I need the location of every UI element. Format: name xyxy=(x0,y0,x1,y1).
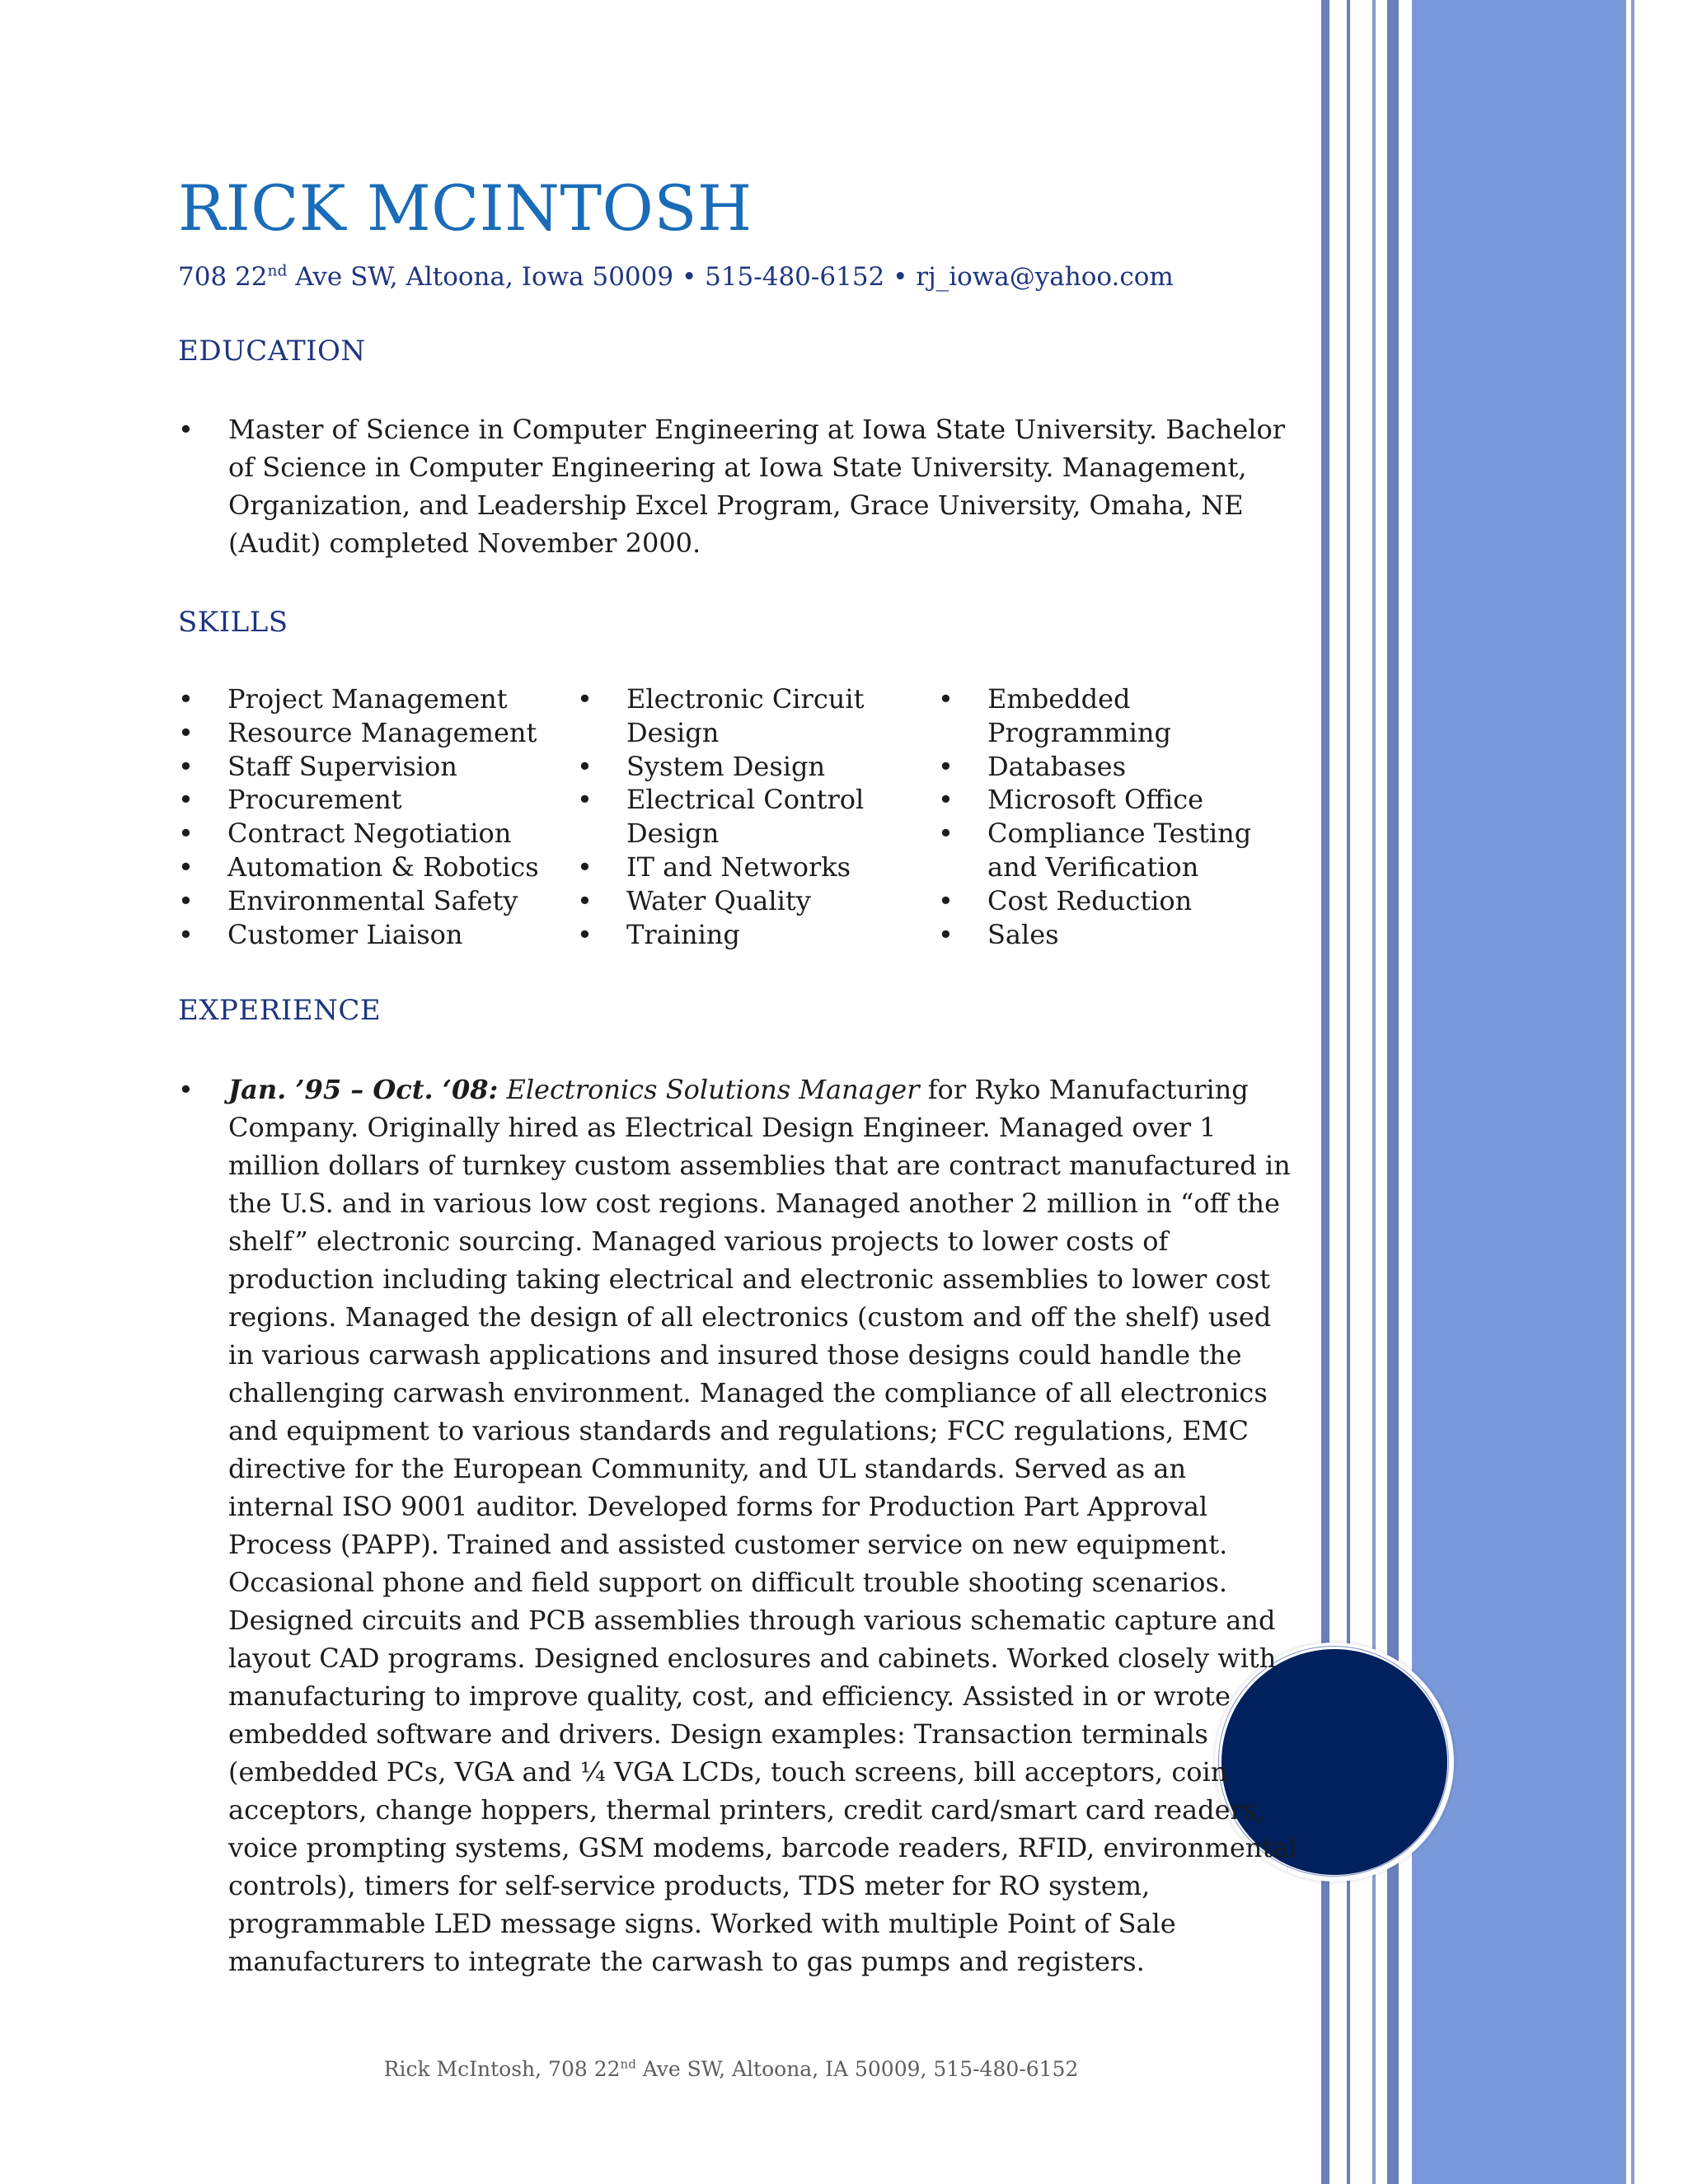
experience-heading: EXPERIENCE xyxy=(178,994,382,1027)
bullet: • xyxy=(938,683,954,715)
skill-item xyxy=(178,750,541,784)
skill-label: Cost Reduction xyxy=(987,884,1193,916)
experience-dates: Jan. ’95 – Oct. ‘08: xyxy=(228,1074,499,1105)
skill-item xyxy=(577,918,907,952)
skill-label: Training xyxy=(626,918,740,950)
street-number: 708 22 xyxy=(178,262,268,292)
skills-column-1 xyxy=(178,682,541,951)
skill-label: Automation & Robotics xyxy=(227,851,539,883)
bullet: • xyxy=(577,784,593,816)
skill-label: IT and Networks xyxy=(626,851,851,883)
bullet: • xyxy=(577,884,593,916)
page-footer xyxy=(0,2057,1462,2081)
education-item xyxy=(178,410,1299,562)
skill-item xyxy=(178,682,541,716)
skills-heading: SKILLS xyxy=(178,606,288,639)
skill-item xyxy=(577,884,907,918)
skill-label: Electrical Control Design xyxy=(626,784,865,850)
skill-label: Microsoft Office xyxy=(987,784,1204,816)
bullet: • xyxy=(577,918,593,950)
skill-label: Customer Liaison xyxy=(227,918,463,950)
resume-name: RICK MCINTOSH xyxy=(178,171,753,245)
footer-name-address: Rick McIntosh, 708 22 xyxy=(383,2057,621,2081)
ordinal-suffix: nd xyxy=(620,2056,636,2072)
skill-item xyxy=(178,783,541,817)
decorative-stripe xyxy=(1626,0,1629,2184)
contact-line xyxy=(178,262,1174,292)
skill-label: Compliance Testing and Verification xyxy=(987,818,1252,883)
bullet: • xyxy=(577,750,593,782)
skill-item xyxy=(178,817,541,851)
bullet: • xyxy=(938,918,954,950)
decorative-band xyxy=(1412,0,1626,2184)
bullet: • xyxy=(938,884,954,916)
skill-item xyxy=(178,884,541,918)
skill-label: Databases xyxy=(987,750,1127,782)
skill-item xyxy=(938,918,1301,952)
skill-label: Staff Supervision xyxy=(227,750,457,782)
footer-details: Ave SW, Altoona, IA 50009, 515-480-6152 xyxy=(635,2057,1079,2081)
skill-item xyxy=(577,750,907,784)
bullet: • xyxy=(577,851,593,883)
bullet: • xyxy=(178,1074,194,1105)
bullet: • xyxy=(938,750,954,782)
skills-column-3 xyxy=(938,682,1301,951)
bullet: • xyxy=(178,750,194,782)
skills-column-2 xyxy=(577,682,907,951)
bullet: • xyxy=(178,784,194,816)
education-text: Master of Science in Computer Engineering at Iowa State University. Bachelor of Science in Computer Engineering at Iowa State University. Management, Organization, and Leadership Excel Program, Grace University, Omaha, NE (Audit) completed November 2000. xyxy=(228,414,1286,559)
bullet: • xyxy=(938,784,954,816)
ordinal-suffix: nd xyxy=(267,262,288,280)
skill-label: Sales xyxy=(987,918,1059,950)
contact-details: Ave SW, Altoona, Iowa 50009 • 515-480-6152 • rj_iowa@yahoo.com xyxy=(287,262,1174,292)
bullet: • xyxy=(178,884,194,916)
skill-item xyxy=(938,817,1301,884)
bullet: • xyxy=(178,851,194,883)
skill-label: Project Management xyxy=(227,683,508,715)
bullet: • xyxy=(178,918,194,950)
decorative-stripe xyxy=(1631,0,1634,2184)
experience-description: for Ryko Manufacturing Company. Originally hired as Electrical Design Engineer. Managed over 1 million dollars of turnkey custom assemblies that are contract manufactured in the U.S. and in various low cost regions. Managed another 2 million in “off the shelf” electronic sourcing. Managed various projects to lower costs of production including taking electrical and electronic assemblies to lower cost regions. Managed the design of all electronics (custom and off the shelf) used in various carwash applications and insured those designs could handle the challenging carwash environment. Managed the compliance of all electronics and equipment to various standards and regulations; FCC regulations, EMC directive for the European Community, and UL standards. Served as an internal ISO 9001 auditor. Developed forms for Production Part Approval Process (PAPP). Trained and assisted customer service on new equipment. Occasional phone and field support on difficult trouble shooting scenarios. Designed circuits and PCB assemblies through various schematic capture and layout CAD programs. Designed enclosures and cabinets. Worked closely with manufacturing to improve quality, cost, and efficiency. Assisted in or wrote embedded software and drivers. Design examples: Transaction terminals (embedded PCs, VGA and ¼ VGA LCDs, touch screens, bill acceptors, coin acceptors, change hoppers, thermal printers, credit card/smart card readers, voice prompting systems, GSM modems, barcode readers, RFID, environmental controls), timers for self-service products, TDS meter for RO system, programmable LED message signs. Worked with multiple Point of Sale manufacturers to integrate the carwash to gas pumps and registers. xyxy=(228,1074,1297,1977)
skill-item xyxy=(577,682,907,750)
bullet: • xyxy=(577,683,593,715)
experience-text xyxy=(228,1071,1299,1980)
skill-label: Procurement xyxy=(227,784,402,816)
bullet: • xyxy=(178,414,194,445)
skill-label: System Design xyxy=(626,750,826,782)
skill-item xyxy=(938,783,1301,817)
bullet: • xyxy=(178,818,194,850)
education-heading: EDUCATION xyxy=(178,335,366,368)
skill-item xyxy=(178,918,541,952)
skill-item xyxy=(178,716,541,750)
skill-label: Resource Management xyxy=(227,716,537,748)
skill-item xyxy=(938,682,1301,750)
skill-item xyxy=(577,851,907,884)
skill-item xyxy=(938,750,1301,784)
experience-title: Electronics Solutions Manager xyxy=(506,1074,920,1105)
experience-item xyxy=(178,1071,1299,1980)
skill-item xyxy=(938,884,1301,918)
skill-label: Embedded Programming xyxy=(987,683,1171,748)
skill-label: Water Quality xyxy=(626,884,811,916)
skill-label: Electronic Circuit Design xyxy=(626,683,865,748)
skill-label: Environmental Safety xyxy=(227,884,518,916)
bullet: • xyxy=(178,683,194,715)
skill-label: Contract Negotiation xyxy=(227,818,512,850)
skill-item xyxy=(577,783,907,851)
bullet: • xyxy=(178,716,194,748)
skill-item xyxy=(178,851,541,884)
bullet: • xyxy=(938,818,954,850)
